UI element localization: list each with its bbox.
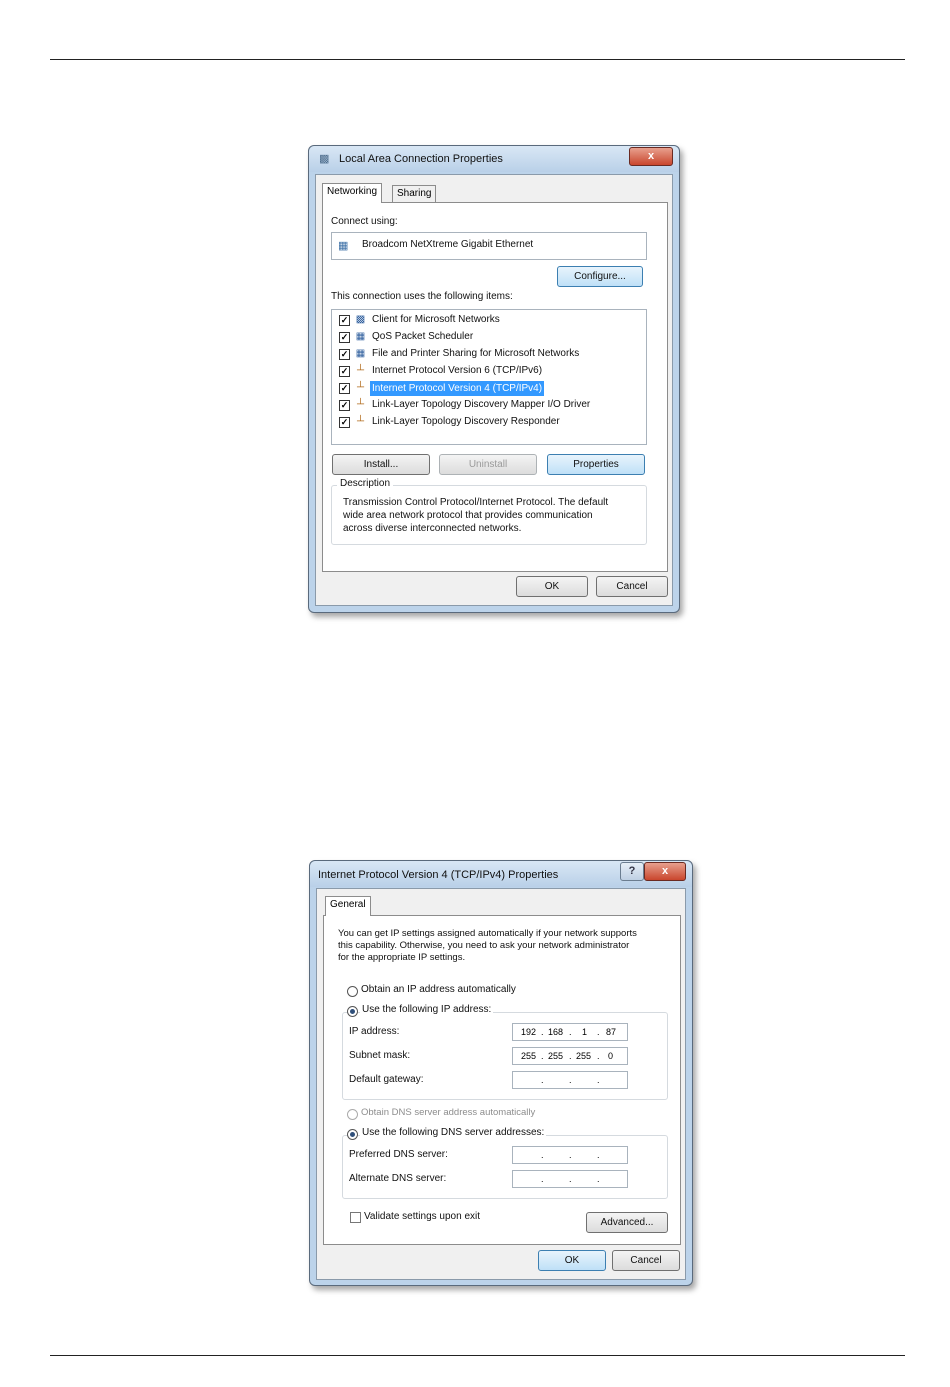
item-label: QoS Packet Scheduler [372,331,474,342]
dns-group [342,1135,668,1199]
item-checkbox[interactable]: ✓ [340,315,349,325]
ip-dot: . [541,1150,544,1160]
tab-general[interactable]: General [325,896,371,916]
ip-octet: 0 [608,1051,614,1061]
close-icon: x [647,150,655,162]
description-line: across diverse interconnected networks. [343,523,522,534]
title-bar [310,861,692,887]
ip-dot: . [569,1051,572,1061]
ip-dot: . [541,1051,544,1061]
validate-label: Validate settings upon exit [364,1211,481,1222]
ip-dot: . [597,1051,600,1061]
local-area-connection-properties-dialog [308,145,680,613]
protocol-icon: ┴ [356,382,365,393]
item-checkbox[interactable]: ✓ [340,417,349,427]
intro-line: You can get IP settings assigned automatically if your network supports [338,928,637,939]
default-gateway-label: Default gateway: [349,1074,424,1085]
advanced-button[interactable]: Advanced... [586,1212,668,1233]
properties-button[interactable]: Properties [547,454,645,475]
ip-octet: 255 [576,1051,592,1061]
top-rule [50,59,905,60]
close-icon: x [661,865,669,877]
connect-using-label: Connect using: [331,216,398,227]
ok-button[interactable]: OK [516,576,588,597]
adapter-icon: ▦ [338,240,349,252]
item-label: Internet Protocol Version 4 (TCP/IPv4) [372,383,543,394]
ip-dot: . [541,1174,544,1184]
dialog-body [315,174,673,606]
ip-dot: . [597,1075,600,1085]
item-checkbox[interactable]: ✓ [340,366,349,376]
ip-dot: . [541,1075,544,1085]
list-item[interactable] [332,415,632,431]
network-client-icon: ▩ [355,314,366,325]
dialog-title: Local Area Connection Properties [339,153,503,165]
alternate-dns-field[interactable] [512,1170,628,1188]
protocol-icon: ┴ [356,399,365,410]
item-label: Link-Layer Topology Discovery Mapper I/O Driver [372,399,591,410]
items-label: This connection uses the following items: [331,291,513,302]
tab-networking[interactable]: Networking [322,183,382,203]
ip-octet: 87 [606,1027,617,1037]
obtain-ip-auto-label: Obtain an IP address automatically [361,984,516,995]
install-button[interactable]: Install... [332,454,430,475]
ip-dot: . [569,1174,572,1184]
protocol-icon: ┴ [356,416,365,427]
intro-line: this capability. Otherwise, you need to ask your network administrator [338,940,630,951]
default-gateway-field[interactable] [512,1071,628,1089]
ip-address-field[interactable] [512,1023,628,1041]
obtain-ip-auto-radio[interactable] [347,986,358,997]
alternate-dns-label: Alternate DNS server: [349,1173,447,1184]
tab-sharing[interactable]: Sharing [392,185,436,203]
dialog-body [316,888,686,1280]
ipv4-properties-dialog [309,860,693,1286]
ip-dot: . [597,1150,600,1160]
item-label: File and Printer Sharing for Microsoft Networks [372,348,580,359]
list-item[interactable] [332,347,632,363]
list-item[interactable] [332,398,632,414]
use-following-dns-radio[interactable] [347,1129,358,1140]
list-item[interactable] [332,330,632,346]
obtain-dns-auto-radio[interactable] [347,1109,358,1120]
ip-octet: 168 [548,1027,564,1037]
cancel-button[interactable]: Cancel [596,576,668,597]
configure-button[interactable]: Configure... [557,266,643,287]
use-following-ip-radio[interactable] [347,1006,358,1017]
item-label: Link-Layer Topology Discovery Responder [372,416,560,427]
description-line: wide area network protocol that provides communication [343,510,593,521]
protocol-icon: ┴ [356,365,365,376]
list-item[interactable] [332,364,632,380]
subnet-mask-label: Subnet mask: [349,1050,411,1061]
ip-octet: 1 [582,1027,588,1037]
use-following-dns-label: Use the following DNS server addresses: [362,1127,545,1138]
item-checkbox[interactable]: ✓ [340,383,349,393]
cancel-button[interactable]: Cancel [612,1250,680,1271]
ip-dot: . [597,1174,600,1184]
dialog-title: Internet Protocol Version 4 (TCP/IPv4) Properties [318,869,559,881]
close-button[interactable] [644,862,686,881]
items-list[interactable] [331,309,647,445]
adapter-name: Broadcom NetXtreme Gigabit Ethernet [362,239,534,250]
description-label: Description [337,478,393,489]
network-adapter-icon: ▩ [319,153,330,165]
obtain-dns-auto-label: Obtain DNS server address automatically [361,1107,536,1118]
ip-octet: 255 [548,1051,564,1061]
help-icon: ? [628,865,636,877]
ip-address-label: IP address: [349,1026,400,1037]
service-icon: ▦ [355,348,366,359]
ip-dot: . [597,1027,600,1037]
use-following-ip-label: Use the following IP address: [362,1004,492,1015]
description-line: Transmission Control Protocol/Internet Protocol. The default [343,497,609,508]
item-label: Client for Microsoft Networks [372,314,500,325]
intro-line: for the appropriate IP settings. [338,952,466,963]
ip-dot: . [541,1027,544,1037]
general-panel [323,915,681,1245]
service-icon: ▦ [355,331,366,342]
ip-octet: 255 [521,1051,537,1061]
preferred-dns-field[interactable] [512,1146,628,1164]
adapter-field [331,232,647,260]
bottom-rule [50,1355,905,1356]
list-item[interactable] [332,313,632,329]
item-checkbox[interactable]: ✓ [340,400,349,410]
close-button[interactable] [629,147,673,166]
help-button[interactable] [620,862,644,881]
item-label: Internet Protocol Version 6 (TCP/IPv6) [372,365,543,376]
networking-panel [322,202,668,572]
ip-dot: . [569,1027,572,1037]
ok-button[interactable]: OK [538,1250,606,1271]
uninstall-button[interactable]: Uninstall [439,454,537,475]
subnet-mask-field[interactable] [512,1047,628,1065]
validate-checkbox[interactable] [350,1212,361,1223]
item-checkbox[interactable]: ✓ [340,332,349,342]
ip-octet: 192 [521,1027,537,1037]
list-item-selected[interactable] [332,381,632,397]
ip-dot: . [569,1075,572,1085]
title-bar [309,146,679,172]
preferred-dns-label: Preferred DNS server: [349,1149,448,1160]
ip-dot: . [569,1150,572,1160]
item-checkbox[interactable]: ✓ [340,349,349,359]
